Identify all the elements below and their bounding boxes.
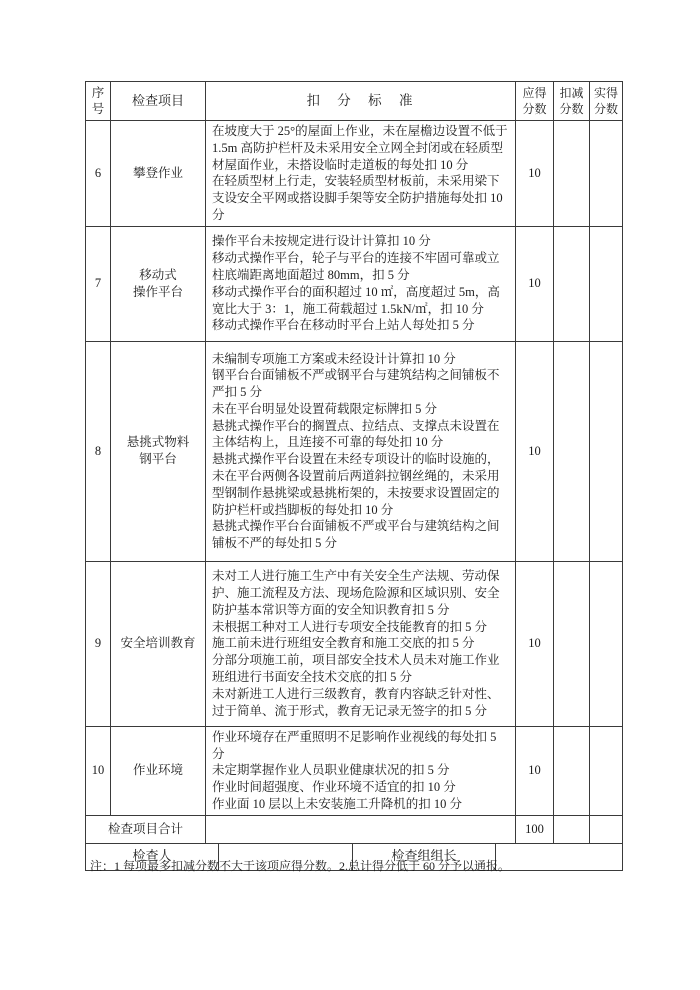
deduct-score: [554, 561, 590, 726]
main-table: [85, 81, 623, 844]
due-score: 10: [516, 121, 554, 227]
inspection-score-table: [85, 81, 622, 871]
total-actual-score: [590, 815, 623, 843]
item-name: [111, 121, 206, 227]
item-name: [111, 726, 206, 815]
criterion: 未对工人进行施工生产中有关安全生产法规、劳动保护、施工流程及方法、现场危险源和区域识别、安全防护基本常识等方面的安全知识教育扣 5 分: [212, 569, 500, 617]
row-number: 10: [86, 726, 111, 815]
criteria-cell: [206, 226, 516, 341]
deduct-score: [554, 121, 590, 227]
header-deduct: [554, 82, 590, 121]
item-name: [111, 341, 206, 561]
table-row-9: [86, 561, 623, 726]
criterion: 未根据工种对工人进行专项安全技能教育的扣 5 分: [212, 619, 488, 634]
criterion: 作业环境存在严重照明不足影响作业视线的每处扣 5 分: [212, 729, 497, 761]
deduct-score: [554, 226, 590, 341]
header-row: [86, 82, 623, 121]
item-name-line1: 作业环境: [132, 763, 183, 778]
criterion: 操作平台未按规定进行设计计算扣 10 分: [212, 234, 431, 249]
criterion: 分部分项施工前，项目部安全技术人员未对施工作业班组进行书面安全技术交底的扣 5 分: [212, 653, 500, 684]
row-number: 6: [86, 121, 111, 227]
header-standard: 扣 分 标 准: [206, 82, 516, 121]
header-item: 检查项目: [111, 82, 206, 121]
item-name-line1: 悬挑式物料: [126, 435, 190, 450]
row-number: 9: [86, 561, 111, 726]
total-label: 检查项目合计: [86, 815, 206, 843]
criterion: 未定期掌握作业人员职业健康状况的扣 5 分: [212, 763, 450, 778]
criterion: 移动式操作平台的面积超过 10 ㎡，高度超过 5m，高宽比大于 3：1，施工荷载超过 1.5kN/㎡，扣 10 分: [212, 284, 500, 316]
total-row: [86, 815, 623, 843]
header-deduct-label: 扣减分数: [559, 86, 584, 116]
criterion: 在轻质型材上行走，安装轻质型材板前，未采用梁下支设安全平网或搭设脚手架等安全防护措施每处扣 10 分: [212, 174, 503, 222]
header-no-label: 序号: [91, 86, 105, 116]
deduct-score: [554, 341, 590, 561]
criterion: 悬挑式操作平台设置在未经专项设计的临时设施的，未在平台两侧各设置前后两道斜拉钢丝绳的，未采用型钢制作悬挑梁或悬挑桁架的，未按要求设置固定的防护栏杆或挡脚板的每处扣 10 分: [212, 452, 500, 517]
due-score: 10: [516, 561, 554, 726]
row-number: 8: [86, 341, 111, 561]
criterion: 移动式操作平台，轮子与平台的连接不牢固可靠或立柱底端距离地面超过 80mm，扣 5 分: [212, 251, 500, 282]
criterion: 作业面 10 层以上未安装施工升降机的扣 10 分: [212, 796, 463, 811]
actual-score: [590, 226, 623, 341]
criteria-cell: [206, 726, 516, 815]
table-row-8: [86, 341, 623, 561]
criteria-cell: [206, 341, 516, 561]
item-name-line1: 安全培训教育: [120, 636, 196, 651]
item-name-line2: 操作平台: [132, 284, 183, 299]
header-no: [86, 82, 111, 121]
header-due: [516, 82, 554, 121]
criteria-cell: [206, 561, 516, 726]
header-due-label: 应得分数: [522, 86, 547, 116]
row-number: 7: [86, 226, 111, 341]
criteria-cell: [206, 121, 516, 227]
item-name: [111, 561, 206, 726]
item-name-line1: 攀登作业: [132, 165, 183, 180]
criterion: 钢平台台面铺板不严或钢平台与建筑结构之间铺板不严扣 5 分: [212, 368, 500, 400]
deduct-score: [554, 726, 590, 815]
actual-score: [590, 121, 623, 227]
total-due-score: 100: [516, 815, 554, 843]
item-name-line1: 移动式: [139, 267, 177, 282]
criterion: 未编制专项施工方案或未经设计计算扣 10 分: [212, 351, 456, 366]
item-name-line2: 钢平台: [139, 452, 177, 467]
actual-score: [590, 561, 623, 726]
criterion: 悬挑式操作平台的搁置点、拉结点、支撑点未设置在主体结构上，且连接不可靠的每处扣 10 分: [212, 418, 500, 450]
due-score: 10: [516, 226, 554, 341]
header-actual: [590, 82, 623, 121]
table-row-7: [86, 226, 623, 341]
inspector-label: 检查人: [86, 843, 219, 870]
table-row-10: [86, 726, 623, 815]
due-score: 10: [516, 341, 554, 561]
criterion: 作业时间超强度、作业环境不适宜的扣 10 分: [212, 780, 456, 795]
criterion: 未在平台明显处设置荷载限定标牌扣 5 分: [212, 401, 438, 416]
total-standard-cell: [206, 815, 516, 843]
actual-score: [590, 726, 623, 815]
criterion: 未对新进工人进行三级教育，教育内容缺乏针对性、过于简单、流于形式，教育无记录无签字的扣 5 分: [212, 686, 500, 718]
criterion: 施工前未进行班组安全教育和施工交底的扣 5 分: [212, 636, 475, 651]
criterion: 悬挑式操作平台台面铺板不严或平台与建筑结构之间铺板不严的每处扣 5 分: [212, 519, 500, 551]
footnote: 注：1 每项最多扣减分数不大于该项应得分数。2.总计得分低于 60 分予以通报。: [90, 859, 511, 873]
due-score: 10: [516, 726, 554, 815]
table-row-6: [86, 121, 623, 227]
header-actual-label: 实得分数: [593, 86, 618, 116]
item-name: [111, 226, 206, 341]
leader-label: 检查组组长: [353, 843, 496, 870]
criterion: 移动式操作平台在移动时平台上站人每处扣 5 分: [212, 318, 475, 333]
criterion: 在坡度大于 25°的屋面上作业，未在屋檐边设置不低于 1.5m 高防护栏杆及未采用安全立网全封闭或在轻质型材屋面作业，未搭设临时走道板的每处扣 10 分: [212, 124, 508, 172]
actual-score: [590, 341, 623, 561]
total-deduct-score: [554, 815, 590, 843]
